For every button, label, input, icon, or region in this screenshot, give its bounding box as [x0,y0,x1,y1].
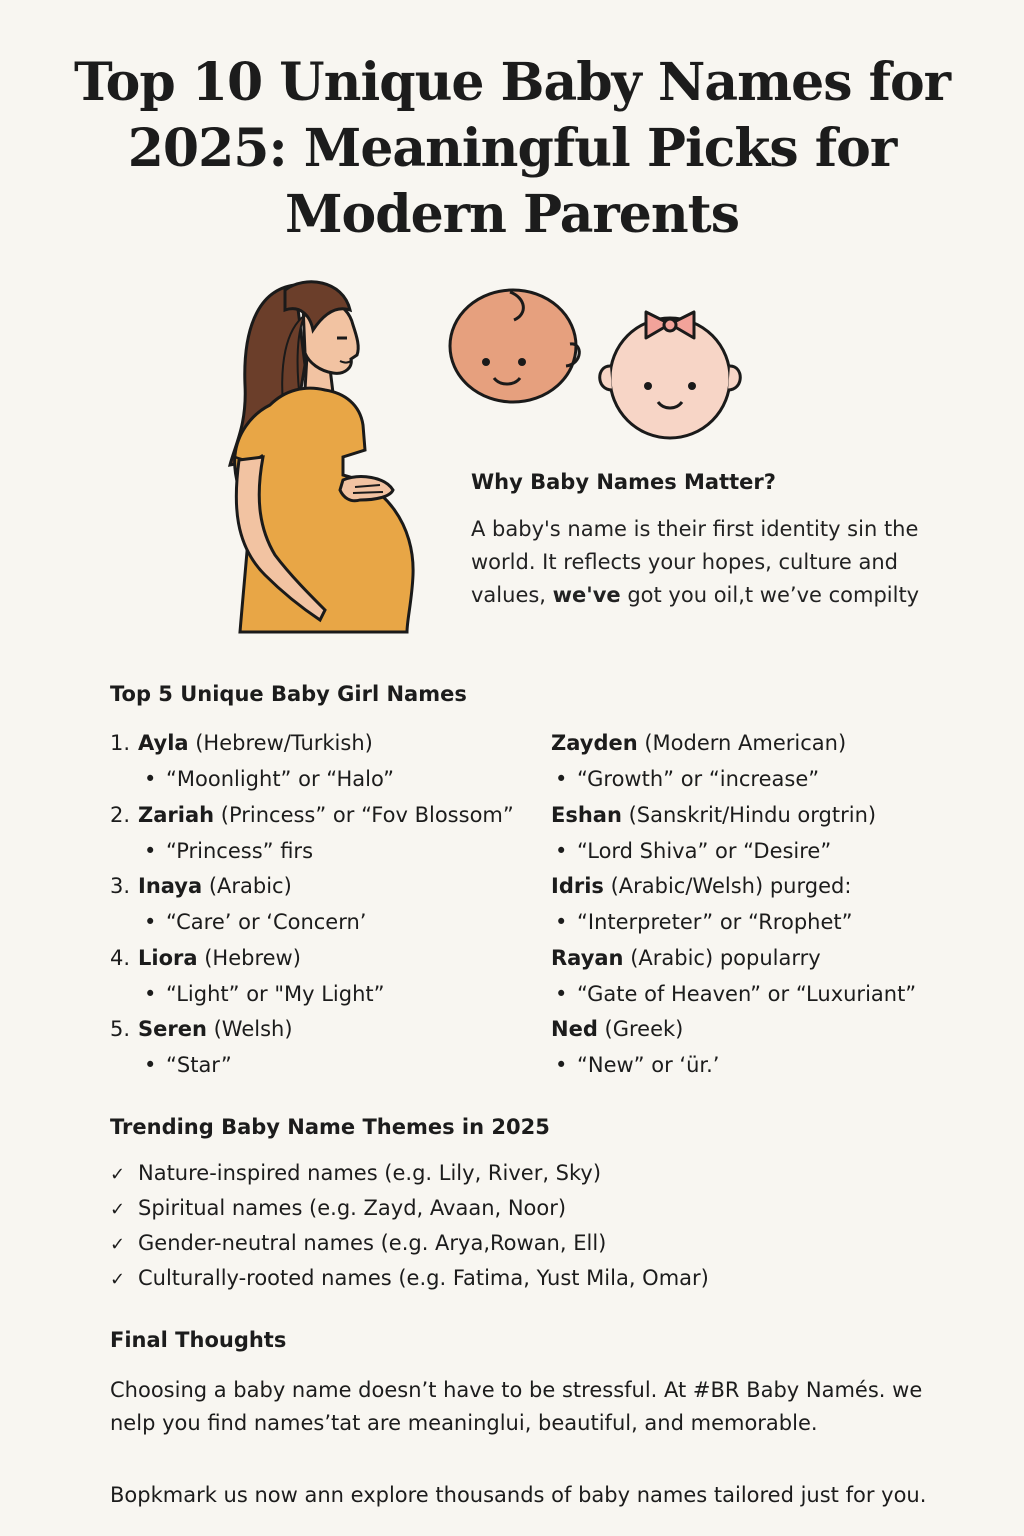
boy-names-list [551,728,971,1086]
girl-names-heading: Top 5 Unique Baby Girl Names [110,682,467,706]
trends-list [110,1157,709,1297]
list-item: Eshan (Sanskrit/Hindu orgtrin) • “Lord Shiva” or “Desire” [551,802,877,863]
check-icon: ✓ [110,1164,126,1185]
list-item: 4. Liora (Hebrew) • “Light” or "My Light” [110,945,385,1006]
girl-names-list [110,728,550,1086]
list-item: ✓ Spiritual names (e.g. Zayd, Avaan, Noor) [110,1192,709,1227]
list-item: 1. Ayla (Hebrew/Turkish) • “Moonlight” or “Halo” [110,731,394,791]
list-item: 3. Inaya (Arabic) • “Care’ or ‘Concern’ [110,874,367,934]
baby-girl-face-icon [600,312,741,438]
final-thoughts-heading: Final Thoughts [110,1328,287,1352]
list-item: Ned (Greek) • “New” or ‘ür.’ [551,1017,720,1077]
why-heading: Why Baby Names Matter? [471,470,776,494]
list-item: 2. Zariah (Princess” or “Fov Blossom” • “Princess” firs [110,802,514,863]
final-thoughts-body: Choosing a baby name doesn’t have to be stressful. At #BR Baby Namés. we nelp you find names’tat are meaninglui, beautiful, and memorable. [110,1378,923,1435]
list-item: Zayden (Modern American) • “Growth” or “increase” [551,731,847,791]
babies-illustration [448,286,748,441]
list-item: ✓ Nature-inspired names (e.g. Lily, River, Sky) [110,1157,709,1192]
check-icon: ✓ [110,1234,126,1255]
list-item: ✓ Culturally-rooted names (e.g. Fatima, Yust Mila, Omar) [110,1262,709,1297]
list-item: ✓ Gender-neutral names (e.g. Arya,Rowan, Ell) [110,1227,709,1262]
pregnant-woman-illustration [225,275,425,635]
bookmark-cta: Bopkmark us now ann explore thousands of baby names tailored just for you. [110,1483,927,1507]
baby-boy-face-icon [450,290,579,402]
why-body: A baby's name is their first identity sin the world. It reflects your hopes, culture and values, we've got you oil,t we’ve compilty [471,517,920,607]
page-title: Top 10 Unique Baby Names for 2025: Meaningful Picks for Modern Parents [73,52,951,245]
list-item: Idris (Arabic/Welsh) purged: • “Interpreter” or “Rrophet” [551,874,853,934]
check-icon: ✓ [110,1199,126,1220]
list-item: 5. Seren (Welsh) • “Star” [110,1017,293,1077]
trends-heading: Trending Baby Name Themes in 2025 [110,1115,550,1139]
check-icon: ✓ [110,1269,126,1290]
list-item: Rayan (Arabic) popularry • “Gate of Heaven” or “Luxuriant” [551,945,917,1006]
